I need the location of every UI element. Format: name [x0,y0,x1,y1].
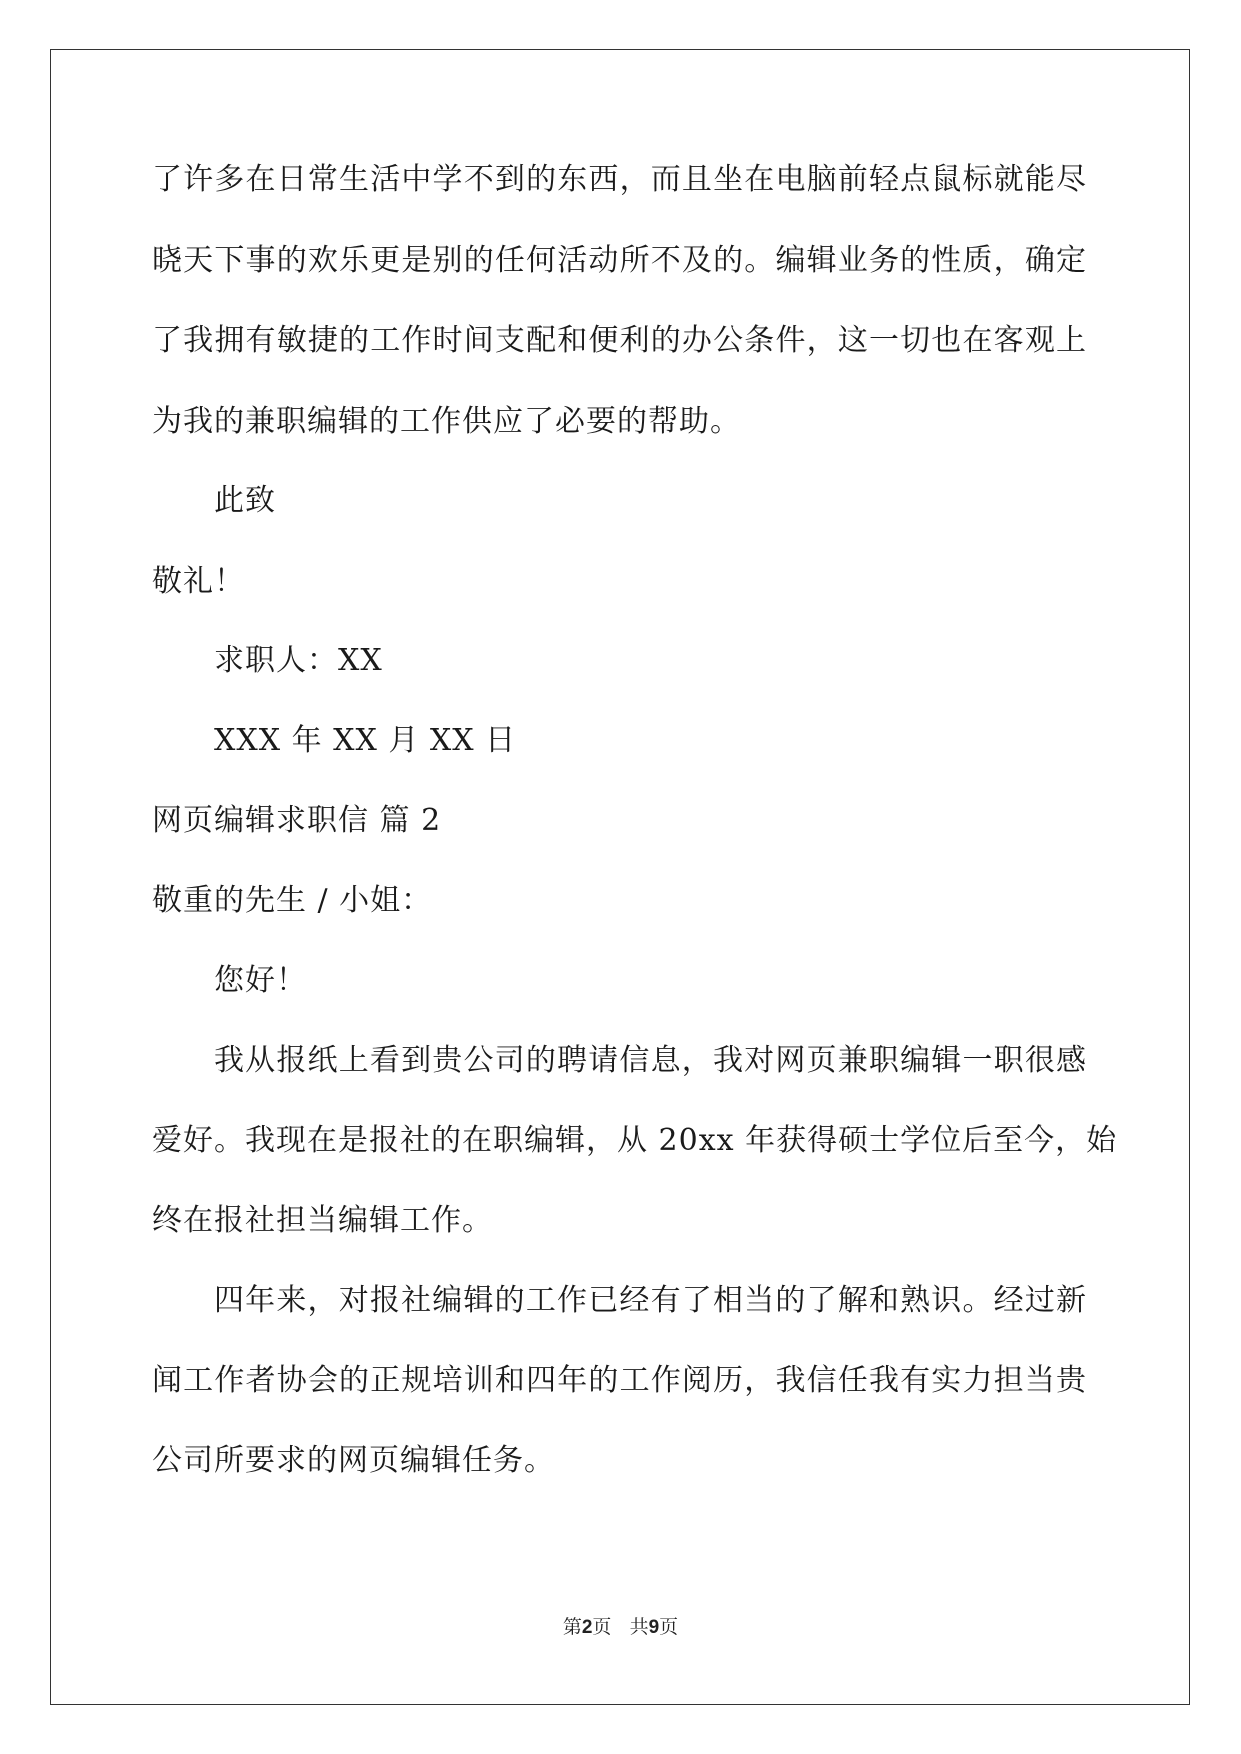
paragraph-1-line-1: 了许多在日常生活中学不到的东西，而且坐在电脑前轻点鼠标就能尽 [152,162,1087,197]
paragraph-1-line-4: 为我的兼职编辑的工作供应了必要的帮助。 [152,404,741,439]
salutation: 敬重的先生 / 小姐： [152,883,433,918]
closing-jingli: 敬礼！ [152,564,245,599]
total-suffix: 页 [659,1616,679,1638]
paragraph-1-line-2: 晓天下事的欢乐更是别的任何活动所不及的。编辑业务的性质，确定 [152,243,1087,278]
paragraph-2-line-1: 我从报纸上看到贵公司的聘请信息，我对网页兼职编辑一职很感 [214,1043,1087,1078]
page-prefix: 第 [562,1616,582,1638]
greeting: 您好！ [214,963,307,998]
paragraph-2-line-2: 爱好。我现在是报社的在职编辑，从 20xx 年获得硕士学位后至今，始 [152,1123,1118,1158]
page-number: 2 [581,1617,593,1638]
paragraph-3-line-2: 闻工作者协会的正规培训和四年的工作阅历，我信任我有实力担当贵 [152,1363,1087,1398]
total-pages: 9 [648,1617,660,1638]
paragraph-3-line-3: 公司所要求的网页编辑任务。 [152,1443,555,1478]
section-title: 网页编辑求职信 篇 2 [152,803,442,838]
page-footer [0,1615,1241,1640]
page-suffix: 页 [592,1616,612,1638]
total-prefix: 共 [629,1616,649,1638]
closing-cizhi: 此致 [214,483,276,518]
paragraph-1-line-3: 了我拥有敏捷的工作时间支配和便利的办公条件，这一切也在客观上 [152,323,1087,358]
letter-date: XXX 年 XX 月 XX 日 [214,723,517,758]
applicant-signature: 求职人：XX [214,643,383,678]
paragraph-3-line-1: 四年来，对报社编辑的工作已经有了相当的了解和熟识。经过新 [214,1283,1087,1318]
paragraph-2-line-3: 终在报社担当编辑工作。 [152,1203,493,1238]
